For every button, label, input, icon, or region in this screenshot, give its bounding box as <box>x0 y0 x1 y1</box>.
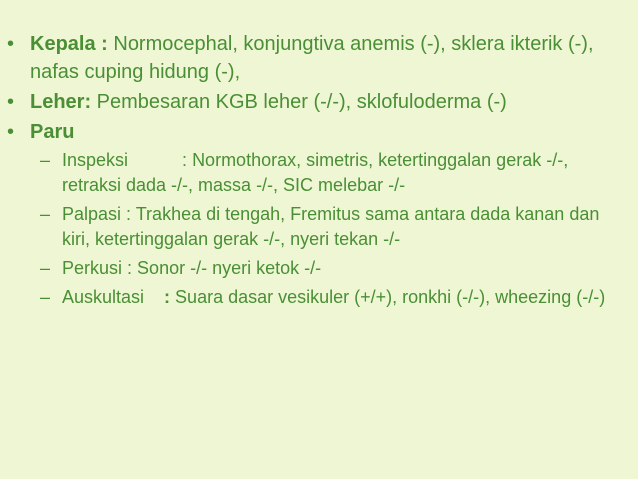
bullet-leher <box>0 88 620 116</box>
sub-item-term: Palpasi <box>62 204 122 224</box>
sub-item-auskultasi <box>0 285 620 310</box>
bullet-text: Normocephal, konjungtiva anemis (-), sklera ikterik (-), nafas cuping hidung (-), <box>30 33 594 83</box>
bullet-dot-icon: • <box>7 121 15 143</box>
dash-icon: – <box>40 258 51 278</box>
dash-icon: – <box>40 150 51 170</box>
dash-icon: – <box>40 287 51 307</box>
sub-item-inspeksi <box>0 148 620 198</box>
bullet-dot-icon: • <box>7 91 15 113</box>
sub-item-sep: : <box>182 150 193 170</box>
sub-item-term: Auskultasi <box>62 287 145 307</box>
paru-sublist <box>0 148 620 310</box>
sub-item-term: Inspeksi <box>62 150 129 170</box>
sub-item-text: Sonor -/- nyeri ketok -/- <box>137 258 322 278</box>
dash-icon: – <box>40 204 51 224</box>
sub-item-sep: : <box>164 287 176 307</box>
sub-item-text: Suara dasar vesikuler (+/+), ronkhi (-/-), wheezing (-/-) <box>175 287 606 307</box>
bullet-label: Kepala : <box>30 33 108 55</box>
sub-item-sep: : <box>121 204 136 224</box>
sub-item-text: Normothorax, simetris, ketertinggalan gerak -/-, retraksi dada -/-, massa -/-, SIC melebar -/- <box>62 150 569 195</box>
sub-item-sep: : <box>122 258 138 278</box>
bullet-kepala <box>0 30 620 86</box>
sub-item-term: Perkusi <box>62 258 123 278</box>
bullet-label: Leher: <box>30 91 92 113</box>
sub-item-text: Trakhea di tengah, Fremitus sama antara dada kanan dan kiri, ketertinggalan gerak -/-, nyeri tekan -/- <box>62 204 600 249</box>
bullet-text: Pembesaran KGB leher (-/-), sklofuloderma (-) <box>91 91 507 113</box>
sub-item-perkusi <box>0 256 620 281</box>
bullet-label: Paru <box>30 121 75 143</box>
sub-item-palpasi <box>0 202 620 252</box>
bullet-paru <box>0 118 620 146</box>
bullet-dot-icon: • <box>7 33 15 55</box>
slide-content <box>0 30 620 314</box>
